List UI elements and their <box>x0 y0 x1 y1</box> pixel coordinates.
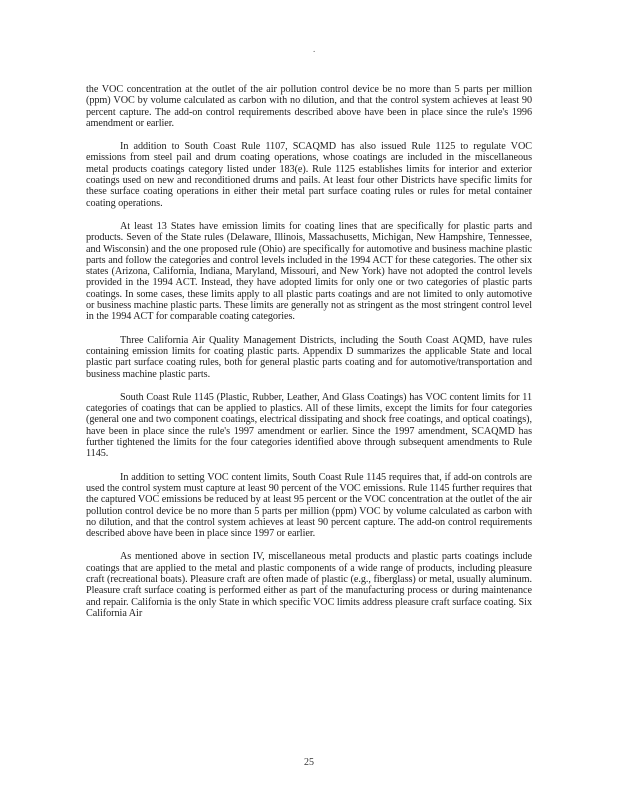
paragraph-pleasure-craft: As mentioned above in section IV, miscellaneous metal products and plastic parts coatings include coatings that are applied to the metal and plastic components of a wide range of products, including pleasure craft (recreational boats). Pleasure craft are often made of plastic (e.g., fiberglass) or metal, usually aluminum. Pleasure craft surface coating is performed either as part of the manufacturing process or during maintenance and repair. California is the only State in which specific VOC limits address pleasure craft surface coating. Six California Air <box>86 551 532 619</box>
body-text <box>86 84 532 619</box>
paragraph-add-on-controls: In addition to setting VOC content limits, South Coast Rule 1145 requires that, if add-on controls are used the control system must capture at least 90 percent of the VOC emissions. Rule 1145 further requires that the captured VOC emissions be reduced by at least 95 percent or the VOC concentration at the outlet of the air pollution control device be no more than 5 parts per million (ppm) VOC by volume calculated as carbon with no dilution, and that the control system achieves at least 90 percent capture. The add-on control requirements described above have been in place since 1997 or earlier. <box>86 471 532 540</box>
paragraph-state-limits: At least 13 States have emission limits for coating lines that are specifically for plastic parts and products. Seven of the State rules (Delaware, Illinois, Massachusetts, Michigan, New Hampshire, Tennessee, and Wisconsin) and the one proposed rule (Ohio) are specifically for automotive and business machine plastic parts and follow the categories and control levels included in the 1994 ACT for these categories. The other six states (Arizona, California, Indiana, Maryland, Missouri, and New York) have not adopted the control levels provided in the 1994 ACT. Instead, they have adopted limits for only one or two categories of plastic parts coatings. In some cases, these limits apply to all plastic parts coatings and are not limited to only automotive or business machine plastic parts. These limits are generally not as stringent as the most stringent control level in the 1994 ACT for comparable coating categories. <box>86 220 532 323</box>
page-number: 25 <box>304 757 314 768</box>
top-mark: . <box>313 44 316 54</box>
paragraph-continuation: the VOC concentration at the outlet of the air pollution control device be no more than 5 parts per million (ppm) VOC by volume calculated as carbon with no dilution, and that the control system achieves at least 90 percent capture. The add-on control requirements described above have been in place since the rule's 1996 amendment or earlier. <box>86 84 532 129</box>
paragraph-rule-1145: South Coast Rule 1145 (Plastic, Rubber, Leather, And Glass Coatings) has VOC content limits for 11 categories of coatings that can be applied to plastics. All of these limits, except the limits for four categories (general one and two component coatings, electrical dissipating and shock free coatings, and optical coatings), have been in place since the rule's 1997 amendment or earlier. Since the 1997 amendment, SCAQMD has further tightened the limits for the four categories identified above through subsequent amendments to Rule 1145. <box>86 391 532 460</box>
paragraph-rule-1125: In addition to South Coast Rule 1107, SCAQMD has also issued Rule 1125 to regulate VOC emissions from steel pail and drum coating operations, whose coatings are included in the miscellaneous metal products coatings category listed under 183(e). Rule 1125 establishes limits for interior and exterior coatings used on new and reconditioned drums and pails. At least four other Districts have specific limits for these surface coating operations in either their metal part surface coating rules or rules for metal container coating operations. <box>86 141 532 209</box>
paragraph-california-districts: Three California Air Quality Management Districts, including the South Coast AQMD, have rules containing emission limits for coating plastic parts. Appendix D summarizes the applicable State and local plastic part surface coating rules, both for general plastic parts coating and for automotive/transportation and business machine plastic parts. <box>86 334 532 380</box>
